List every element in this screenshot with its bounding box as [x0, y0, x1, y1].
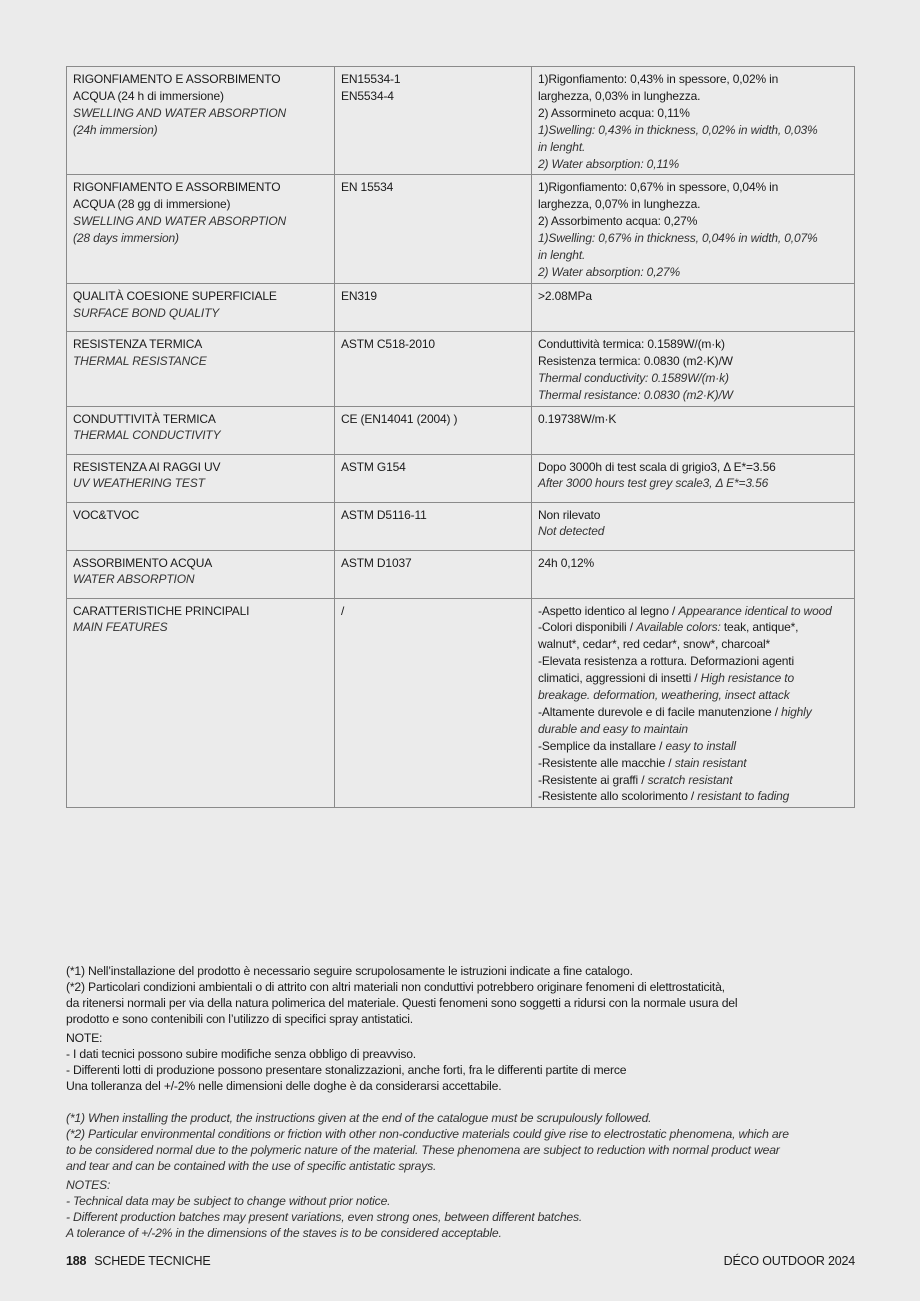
- cell-line: [73, 427, 328, 444]
- property-cell: [67, 175, 335, 283]
- cell-line: [341, 459, 525, 476]
- cell-line: [341, 71, 525, 88]
- cell-line: [538, 507, 848, 524]
- text-segment: Dopo 3000h di test scala di grigio3, Δ E*=3.56: [538, 459, 776, 474]
- note-line: to be considered normal due to the polymeric nature of the material. These phenomena are subject to reduction with normal product wear: [66, 1143, 780, 1157]
- text-segment: RESISTENZA TERMICA: [73, 336, 203, 351]
- cell-line: [538, 156, 848, 173]
- standard-cell: [335, 598, 532, 808]
- table-row: [67, 502, 855, 550]
- cell-line: [73, 571, 328, 588]
- value-cell: [532, 406, 855, 454]
- page-number: 188: [66, 1254, 87, 1268]
- text-segment: CARATTERISTICHE PRINCIPALI: [73, 603, 250, 618]
- standard-cell: [335, 406, 532, 454]
- text-segment: SURFACE BOND QUALITY: [73, 305, 220, 320]
- cell-line: [538, 555, 848, 572]
- note-line: NOTES:: [66, 1178, 111, 1192]
- value-cell: [532, 550, 855, 598]
- cell-line: [538, 704, 848, 721]
- cell-line: [73, 213, 328, 230]
- text-segment: THERMAL CONDUCTIVITY: [73, 428, 221, 443]
- cell-line: [73, 353, 328, 370]
- text-segment: High resistance to: [700, 671, 795, 686]
- text-segment: -Altamente durevole e di facile manutenzione /: [538, 704, 782, 719]
- text-segment: QUALITÀ COESIONE SUPERFICIALE: [73, 288, 277, 303]
- text-segment: 2) Water absorption: 0,11%: [538, 156, 680, 171]
- text-segment: resistant to fading: [697, 789, 790, 804]
- text-segment: -Aspetto identico al legno /: [538, 603, 679, 618]
- notes-english: [66, 1110, 866, 1241]
- text-segment: 1)Rigonfiamento: 0,43% in spessore, 0,02% in: [538, 72, 779, 86]
- cell-line: [73, 105, 328, 122]
- note-line: - Different production batches may present variations, even strong ones, between different batches.: [66, 1210, 583, 1224]
- text-segment: EN 15534: [341, 180, 394, 195]
- text-segment: -Resistente allo scolorimento /: [538, 789, 698, 804]
- cell-line: [538, 755, 848, 772]
- cell-line: [73, 603, 328, 620]
- property-cell: [67, 406, 335, 454]
- text-segment: /: [341, 603, 345, 618]
- standard-cell: [335, 454, 532, 502]
- cell-line: [73, 459, 328, 476]
- text-segment: CONDUTTIVITÀ TERMICA: [73, 411, 216, 426]
- cell-line: [538, 721, 848, 738]
- cell-line: [538, 636, 848, 653]
- note-line: (*1) When installing the product, the instructions given at the end of the catalogue must be scrupulously followed.: [66, 1111, 652, 1125]
- note-line: A tolerance of +/-2% in the dimensions of the staves is to be considered acceptable.: [66, 1226, 502, 1240]
- cell-line: [538, 105, 848, 122]
- text-segment: climatici, aggressioni di insetti /: [538, 671, 701, 686]
- cell-line: [538, 179, 848, 196]
- property-cell: [67, 283, 335, 331]
- cell-line: [73, 411, 328, 428]
- standard-cell: [335, 175, 532, 283]
- text-segment: RESISTENZA AI RAGGI UV: [73, 459, 221, 474]
- text-segment: -Semplice da installare /: [538, 738, 666, 753]
- cell-line: [73, 88, 328, 105]
- text-segment: ASTM D1037: [341, 555, 412, 570]
- cell-line: [538, 336, 848, 353]
- note-line: - I dati tecnici possono subire modifiche senza obbligo di preavviso.: [66, 1047, 416, 1061]
- cell-line: [73, 288, 328, 305]
- table-row: [67, 454, 855, 502]
- text-segment: breakage. deformation, weathering, insect attack: [538, 688, 790, 703]
- text-segment: durable and easy to maintain: [538, 721, 688, 736]
- cell-line: [341, 88, 525, 105]
- table-row: [67, 175, 855, 283]
- text-segment: stain resistant: [674, 755, 747, 770]
- text-segment: Thermal resistance: 0.0830 (m2·K)/W: [538, 387, 733, 402]
- text-segment: EN15534-1: [341, 72, 401, 86]
- text-segment: After 3000 hours test grey scale3, Δ E*=3.56: [538, 476, 769, 491]
- table-row: [67, 331, 855, 406]
- text-segment: Not detected: [538, 524, 605, 539]
- cell-line: [538, 387, 848, 404]
- cell-line: [73, 475, 328, 492]
- text-segment: 2) Assormineto acqua: 0,11%: [538, 105, 690, 120]
- property-cell: [67, 550, 335, 598]
- cell-line: [341, 507, 525, 524]
- note-line: Una tolleranza del +/-2% nelle dimensioni delle doghe è da considerarsi accettabile.: [66, 1079, 502, 1093]
- cell-line: [73, 507, 328, 524]
- note-line: (*2) Particular environmental conditions or friction with other non-conductive materials could give rise to electrostatic phenomena, which are: [66, 1127, 789, 1141]
- text-segment: >2.08MPa: [538, 288, 592, 303]
- cell-line: [73, 71, 328, 88]
- table-row: [67, 598, 855, 808]
- text-segment: easy to install: [665, 738, 736, 753]
- text-segment: highly: [781, 704, 812, 719]
- text-segment: Thermal conductivity: 0.1589W/(m·k): [538, 370, 729, 385]
- cell-line: [538, 603, 848, 620]
- cell-line: [538, 523, 848, 540]
- cell-line: [538, 264, 848, 281]
- text-segment: in lenght.: [538, 248, 586, 263]
- cell-line: [341, 603, 525, 620]
- text-segment: (24h immersion): [73, 122, 158, 137]
- value-cell: [532, 502, 855, 550]
- note-line: - Differenti lotti di produzione possono presentare stonalizzazioni, anche forti, fra le differenti partite di merce: [66, 1063, 627, 1077]
- standard-cell: [335, 283, 532, 331]
- text-segment: (28 days immersion): [73, 231, 179, 246]
- cell-line: [538, 370, 848, 387]
- cell-line: [73, 555, 328, 572]
- publication-title: DÉCO OUTDOOR 2024: [723, 1254, 855, 1268]
- cell-line: [538, 247, 848, 264]
- note-line: da ritenersi normali per via della natura polimerica del materiale. Questi fenomeni sono soggetti a ridursi con la normale usura del: [66, 996, 738, 1010]
- cell-line: [538, 230, 848, 247]
- table-row: [67, 67, 855, 175]
- cell-line: [73, 230, 328, 247]
- note-line: (*1) Nell’installazione del prodotto è necessario seguire scrupolosamente le istruzioni indicate a fine catalogo.: [66, 964, 633, 978]
- cell-line: [73, 122, 328, 139]
- text-segment: SWELLING AND WATER ABSORPTION: [73, 105, 287, 120]
- text-segment: CE (EN14041 (2004) ): [341, 411, 458, 426]
- cell-line: [341, 179, 525, 196]
- page-footer: [66, 1254, 855, 1268]
- property-cell: [67, 331, 335, 406]
- text-segment: 2) Water absorption: 0,27%: [538, 264, 680, 279]
- cell-line: [538, 619, 848, 636]
- value-cell: [532, 175, 855, 283]
- text-segment: walnut*, cedar*, red cedar*, snow*, charcoal*: [538, 637, 771, 652]
- cell-line: [538, 71, 848, 88]
- cell-line: [538, 139, 848, 156]
- text-segment: 0.19738W/m·K: [538, 411, 617, 426]
- cell-line: [341, 288, 525, 305]
- text-segment: ASTM G154: [341, 459, 406, 474]
- text-segment: EN5534-4: [341, 88, 394, 103]
- text-segment: in lenght.: [538, 139, 586, 154]
- cell-line: [538, 88, 848, 105]
- text-segment: WATER ABSORPTION: [73, 572, 195, 587]
- cell-line: [538, 288, 848, 305]
- text-segment: MAIN FEATURES: [73, 620, 168, 635]
- cell-line: [341, 411, 525, 428]
- value-cell: [532, 598, 855, 808]
- text-segment: 1)Swelling: 0,67% in thickness, 0,04% in width, 0,07%: [538, 231, 818, 246]
- table-row: [67, 283, 855, 331]
- text-segment: Conduttività termica: 0.1589W/(m·k): [538, 336, 725, 351]
- cell-line: [73, 196, 328, 213]
- property-cell: [67, 454, 335, 502]
- note-line: (*2) Particolari condizioni ambientali o di attrito con altri materiali non conduttivi potrebbero originare fenomeni di elettrostaticità,: [66, 980, 725, 994]
- text-segment: -Elevata resistenza a rottura. Deformazioni agenti: [538, 654, 794, 669]
- text-segment: teak, antique*,: [723, 620, 799, 635]
- text-segment: RIGONFIAMENTO E ASSORBIMENTO: [73, 72, 281, 86]
- text-segment: THERMAL RESISTANCE: [73, 353, 207, 368]
- text-segment: Available colors:: [636, 620, 724, 635]
- cell-line: [538, 475, 848, 492]
- value-cell: [532, 67, 855, 175]
- standard-cell: [335, 331, 532, 406]
- text-segment: larghezza, 0,07% in lunghezza.: [538, 197, 701, 212]
- note-line: - Technical data may be subject to change without prior notice.: [66, 1194, 391, 1208]
- value-cell: [532, 283, 855, 331]
- text-segment: ASSORBIMENTO ACQUA: [73, 555, 213, 570]
- text-segment: 2) Assorbimento acqua: 0,27%: [538, 214, 698, 229]
- text-segment: larghezza, 0,03% in lunghezza.: [538, 88, 701, 103]
- note-line: NOTE:: [66, 1031, 103, 1045]
- cell-line: [538, 196, 848, 213]
- text-segment: Appearance identical to wood: [678, 603, 832, 618]
- cell-line: [341, 336, 525, 353]
- footer-left: [66, 1254, 211, 1268]
- text-segment: UV WEATHERING TEST: [73, 476, 205, 491]
- cell-line: [73, 179, 328, 196]
- text-segment: -Resistente alle macchie /: [538, 755, 675, 770]
- text-segment: 24h 0,12%: [538, 555, 595, 570]
- text-segment: 1)Rigonfiamento: 0,67% in spessore, 0,04% in: [538, 180, 779, 195]
- cell-line: [341, 555, 525, 572]
- cell-line: [538, 738, 848, 755]
- cell-line: [73, 619, 328, 636]
- table-row: [67, 550, 855, 598]
- text-segment: SWELLING AND WATER ABSORPTION: [73, 214, 287, 229]
- cell-line: [538, 459, 848, 476]
- text-segment: -Colori disponibili /: [538, 620, 637, 635]
- text-segment: Resistenza termica: 0.0830 (m2·K)/W: [538, 353, 733, 368]
- text-segment: ACQUA (24 h di immersione): [73, 88, 224, 103]
- text-segment: ASTM D5116-11: [341, 507, 427, 522]
- technical-spec-table: [66, 66, 855, 808]
- cell-line: [538, 772, 848, 789]
- property-cell: [67, 67, 335, 175]
- value-cell: [532, 331, 855, 406]
- standard-cell: [335, 67, 532, 175]
- text-segment: Non rilevato: [538, 507, 601, 522]
- property-cell: [67, 502, 335, 550]
- cell-line: [538, 653, 848, 670]
- text-segment: 1)Swelling: 0,43% in thickness, 0,02% in width, 0,03%: [538, 122, 818, 137]
- cell-line: [538, 353, 848, 370]
- cell-line: [73, 336, 328, 353]
- text-segment: EN319: [341, 288, 377, 303]
- cell-line: [538, 122, 848, 139]
- standard-cell: [335, 550, 532, 598]
- text-segment: ACQUA (28 gg di immersione): [73, 197, 231, 212]
- cell-line: [538, 687, 848, 704]
- section-title: SCHEDE TECNICHE: [94, 1254, 211, 1268]
- property-cell: [67, 598, 335, 808]
- text-segment: VOC&TVOC: [73, 507, 140, 522]
- cell-line: [538, 411, 848, 428]
- text-segment: scratch resistant: [647, 772, 733, 787]
- standard-cell: [335, 502, 532, 550]
- cell-line: [538, 670, 848, 687]
- note-line: prodotto e sono contenibili con l’utilizzo di specifici spray antistatici.: [66, 1012, 413, 1026]
- cell-line: [538, 213, 848, 230]
- text-segment: -Resistente ai graffi /: [538, 772, 648, 787]
- note-line: and tear and can be contained with the use of specific antistatic sprays.: [66, 1159, 437, 1173]
- value-cell: [532, 454, 855, 502]
- table-row: [67, 406, 855, 454]
- text-segment: RIGONFIAMENTO E ASSORBIMENTO: [73, 180, 281, 195]
- text-segment: ASTM C518-2010: [341, 336, 435, 351]
- notes-italian: [66, 963, 866, 1094]
- cell-line: [538, 788, 848, 805]
- cell-line: [73, 305, 328, 322]
